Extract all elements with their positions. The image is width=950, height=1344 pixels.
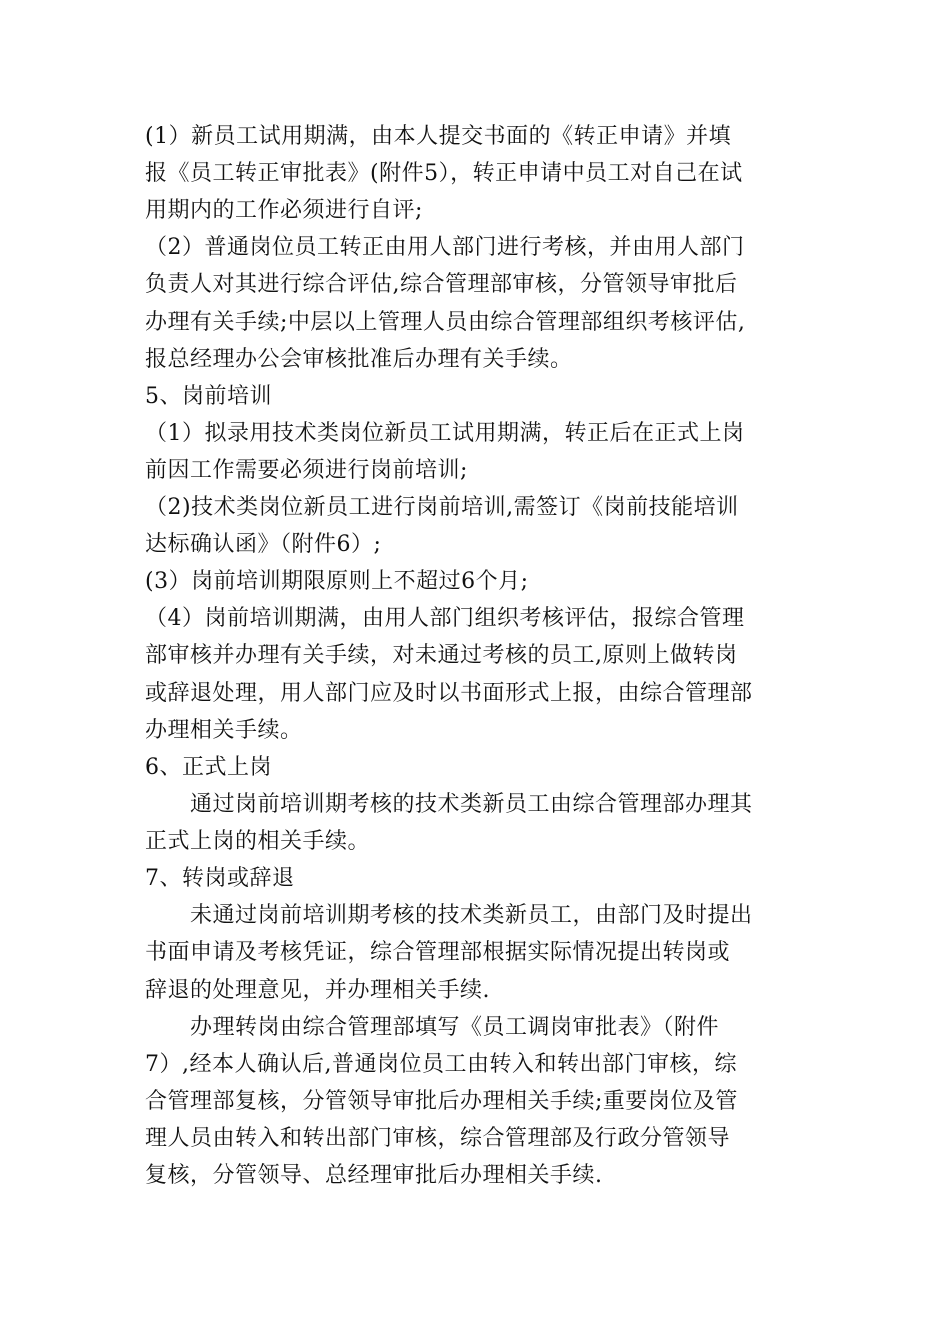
text-line: （2)技术类岗位新员工进行岗前培训,需签订《岗前技能培训: [145, 495, 739, 520]
text-line: 复核，分管领导、总经理审批后办理相关手续.: [145, 1163, 603, 1188]
text-line: 合管理部复核，分管领导审批后办理相关手续;重要岗位及管: [145, 1089, 738, 1114]
text-line: 未通过岗前培训期考核的技术类新员工，由部门及时提出: [190, 903, 753, 928]
text-line: 通过岗前培训期考核的技术类新员工由综合管理部办理其: [190, 792, 753, 817]
text-line: 达标确认函》（附件6）;: [145, 532, 382, 557]
text-line: 或辞退处理，用人部门应及时以书面形式上报，由综合管理部: [145, 681, 753, 706]
text-line: 部审核并办理有关手续，对未通过考核的员工,原则上做转岗: [145, 643, 738, 668]
text-line: 办理转岗由综合管理部填写《员工调岗审批表》（附件: [190, 1015, 720, 1040]
section-heading: 5、岗前培训: [145, 384, 272, 409]
text-line: （2）普通岗位员工转正由用人部门进行考核，并由用人部门: [145, 235, 745, 260]
text-line: 书面申请及考核凭证，综合管理部根据实际情况提出转岗或: [145, 940, 731, 965]
text-line: 报《员工转正审批表》(附件5），转正申请中员工对自己在试: [145, 161, 743, 186]
section-heading: 7、转岗或辞退: [145, 866, 295, 891]
text-line: (3）岗前培训期限原则上不超过6个月;: [145, 569, 529, 594]
text-line: 正式上岗的相关手续。: [145, 829, 371, 854]
text-line: （4）岗前培训期满，由用人部门组织考核评估，报综合管理: [145, 606, 745, 631]
text-line: (1）新员工试用期满，由本人提交书面的《转正申请》并填: [145, 124, 732, 149]
text-line: 前因工作需要必须进行岗前培训;: [145, 458, 468, 483]
section-heading: 6、正式上岗: [145, 755, 272, 780]
text-line: 辞退的处理意见，并办理相关手续.: [145, 978, 490, 1003]
text-line: 用期内的工作必须进行自评;: [145, 198, 423, 223]
text-line: 办理相关手续。: [145, 718, 303, 743]
text-line: 负责人对其进行综合评估,综合管理部审核，分管领导审批后: [145, 272, 738, 297]
text-line: 办理有关手续;中层以上管理人员由综合管理部组织考核评估,: [145, 310, 746, 335]
text-line: 理人员由转入和转出部门审核，综合管理部及行政分管领导: [145, 1126, 731, 1151]
text-line: 报总经理办公会审核批准后办理有关手续。: [145, 347, 573, 372]
text-line: （1）拟录用技术类岗位新员工试用期满，转正后在正式上岗: [145, 421, 745, 446]
text-line: 7）,经本人确认后,普通岗位员工由转入和转出部门审核，综: [145, 1052, 737, 1077]
